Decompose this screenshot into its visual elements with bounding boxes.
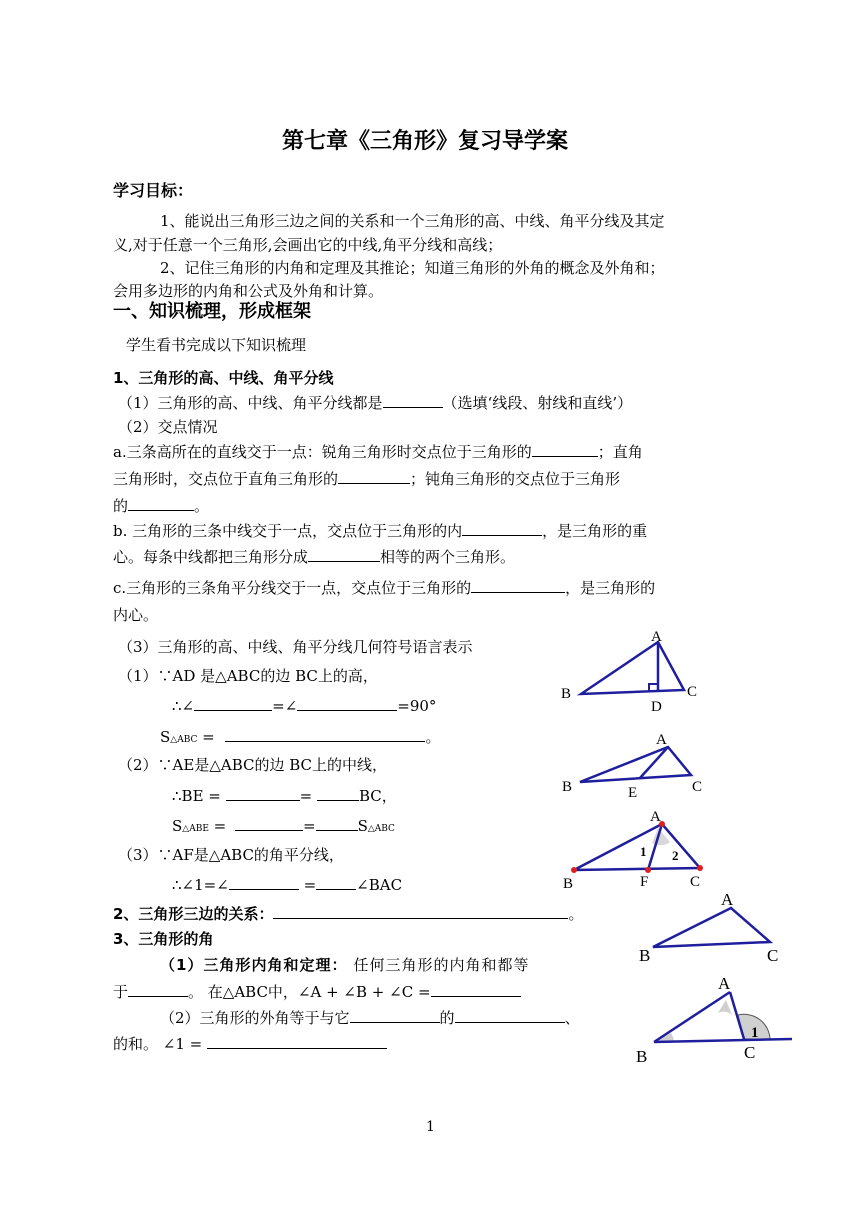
item-b-text2: 心。每条中线都把三角形分成 bbox=[113, 548, 309, 566]
triangle-abc bbox=[581, 642, 684, 694]
label-c: C bbox=[692, 779, 703, 795]
label-angle-1: 1 bbox=[640, 844, 647, 859]
item-a-line2 bbox=[113, 469, 620, 489]
proof-2-eq2: = bbox=[303, 817, 316, 835]
label-c: C bbox=[687, 684, 698, 700]
proof-1-s-sub: △ABC bbox=[170, 735, 198, 745]
label-angle-2: 2 bbox=[672, 848, 679, 863]
blank[interactable] bbox=[226, 786, 300, 801]
item-c-line1 bbox=[113, 578, 655, 598]
item-b-text1: b. 三角形的三条中线交于一点，交点位于三角形的内 bbox=[113, 522, 463, 540]
blank[interactable] bbox=[462, 521, 542, 536]
proof-3: （3）∵AF是△ABC的角平分线， bbox=[118, 846, 344, 864]
point-c-dot bbox=[697, 865, 703, 871]
item-a-text1: a.三条高所在的直线交于一点：锐角三角形时交点位于三角形的 bbox=[113, 443, 532, 461]
blank[interactable] bbox=[297, 696, 397, 711]
proof-1-angles bbox=[172, 696, 436, 716]
proof-2-s-sub: △ABE bbox=[182, 824, 209, 834]
blank[interactable] bbox=[235, 816, 303, 831]
proof-2-s3-sub: △ABC bbox=[367, 824, 395, 834]
subheading-2-line bbox=[113, 904, 583, 924]
proof-2-area bbox=[172, 816, 395, 839]
side-ab bbox=[654, 992, 730, 1042]
label-c: C bbox=[744, 1043, 756, 1062]
page-number: 1 bbox=[426, 1119, 435, 1135]
s3-q2-a: （2）三角形的外角等于与它 bbox=[160, 1009, 350, 1027]
label-angle-1: 1 bbox=[751, 1025, 759, 1041]
subheading-2: 2、三角形三边的关系： bbox=[113, 905, 274, 923]
goals-line4: 会用多边形的内角和公式及外角和计算。 bbox=[113, 282, 384, 300]
triangle-abc bbox=[574, 824, 700, 870]
item-a-text1b: ；直角 bbox=[597, 443, 643, 461]
proof-1-c: =90° bbox=[397, 697, 437, 715]
proof-1-end: 。 bbox=[425, 728, 441, 746]
blank[interactable] bbox=[316, 816, 358, 831]
blank[interactable] bbox=[455, 1008, 565, 1023]
label-a: A bbox=[721, 890, 734, 909]
item-c-text1: c.三角形的三条角平分线交于一点，交点位于三角形的 bbox=[113, 579, 472, 597]
line-bc-extended bbox=[654, 1039, 792, 1042]
label-c: C bbox=[767, 946, 779, 965]
subheading-2-end: 。 bbox=[568, 905, 584, 923]
question-3: （3）三角形的高、中线、角平分线几何符号语言表示 bbox=[118, 638, 473, 656]
item-b-line2 bbox=[113, 547, 515, 567]
question-1-hint: （选填‘线段、射线和直线’） bbox=[442, 394, 633, 412]
figure-median bbox=[558, 725, 718, 803]
point-f-dot bbox=[645, 867, 651, 873]
label-e: E bbox=[628, 785, 638, 801]
proof-2-a: ∴BE = bbox=[172, 787, 226, 805]
subheading-1: 1、三角形的高、中线、角平分线 bbox=[113, 369, 334, 387]
point-b-dot bbox=[571, 867, 577, 873]
s3-q1-title: （1）三角形内角和定理： bbox=[160, 956, 348, 974]
label-b: B bbox=[563, 876, 574, 892]
proof-3-b: = bbox=[298, 876, 317, 894]
label-a: A bbox=[718, 974, 731, 993]
question-1 bbox=[118, 393, 632, 413]
blank[interactable] bbox=[532, 442, 598, 457]
goals-line1: 1、能说出三角形三边之间的关系和一个三角形的高、中线、角平分线及其定 bbox=[160, 212, 665, 230]
s3-q1-c: 于 bbox=[113, 983, 129, 1001]
s3-q2-line1 bbox=[160, 1008, 580, 1028]
label-b: B bbox=[562, 779, 573, 795]
goals-line2: 义,对于任意一个三角形,会画出它的中线,角平分线和高线； bbox=[113, 236, 503, 254]
label-a: A bbox=[656, 732, 667, 748]
s3-q2-c: 、 bbox=[564, 1009, 580, 1027]
label-b: B bbox=[561, 686, 572, 702]
blank[interactable] bbox=[350, 1008, 440, 1023]
proof-2-segments bbox=[172, 786, 397, 806]
item-c-text1b: ，是三角形的 bbox=[565, 579, 656, 597]
proof-1-s: S bbox=[160, 728, 171, 746]
proof-3-c: ∠BAC bbox=[356, 876, 403, 894]
item-c-line2: 内心。 bbox=[113, 606, 159, 624]
item-b-line1 bbox=[113, 521, 647, 541]
label-d: D bbox=[651, 699, 662, 715]
blank[interactable] bbox=[308, 547, 380, 562]
blank[interactable] bbox=[229, 875, 299, 890]
figure-exterior-angle bbox=[634, 970, 804, 1070]
proof-1-area bbox=[160, 727, 441, 750]
proof-3-a: ∴∠1=∠ bbox=[172, 876, 229, 894]
blank[interactable] bbox=[207, 1034, 387, 1049]
page-title: 第七章《三角形》复习导学案 bbox=[282, 129, 569, 154]
item-a-line3 bbox=[113, 496, 209, 516]
proof-2-s3: S bbox=[357, 817, 368, 835]
figure-altitude bbox=[555, 622, 715, 714]
blank[interactable] bbox=[338, 469, 410, 484]
item-b-text1b: ，是三角形的重 bbox=[542, 522, 648, 540]
blank[interactable] bbox=[273, 904, 568, 919]
triangle-abc bbox=[580, 747, 691, 782]
goals-heading: 学习目标： bbox=[113, 181, 194, 200]
question-2: （2）交点情况 bbox=[118, 418, 218, 436]
blank[interactable] bbox=[383, 393, 443, 408]
proof-2-eq: = bbox=[208, 817, 231, 835]
proof-2: （2）∵AE是△ABC的边 BC上的中线， bbox=[118, 756, 388, 774]
item-a-line1 bbox=[113, 442, 643, 462]
subheading-3: 3、三角形的角 bbox=[113, 930, 214, 948]
label-b: B bbox=[639, 946, 651, 965]
label-a: A bbox=[650, 809, 661, 825]
blank[interactable] bbox=[128, 496, 194, 511]
blank[interactable] bbox=[431, 982, 521, 997]
blank[interactable] bbox=[194, 696, 272, 711]
goals-line3: 2、记住三角形的内角和定理及其推论；知道三角形的外角的概念及外角和； bbox=[160, 259, 665, 277]
blank[interactable] bbox=[225, 727, 425, 742]
proof-2-b: = bbox=[299, 787, 317, 805]
item-a-text2b: ；钝角三角形的交点位于三角形 bbox=[410, 470, 621, 488]
s3-q2-b: 的 bbox=[439, 1009, 455, 1027]
angle-a-shade bbox=[718, 1000, 732, 1015]
proof-3-angles bbox=[172, 875, 402, 895]
blank[interactable] bbox=[316, 875, 356, 890]
item-a-text2: 三角形时，交点位于直角三角形的 bbox=[113, 470, 339, 488]
s3-q1-line1 bbox=[160, 955, 529, 975]
item-b-text2b: 相等的两个三角形。 bbox=[380, 548, 516, 566]
label-c: C bbox=[690, 874, 701, 890]
blank[interactable] bbox=[128, 982, 188, 997]
proof-1-eq: = bbox=[197, 728, 220, 746]
s3-q2-d: 的和。 ∠1 = bbox=[113, 1035, 207, 1053]
figure-bisector bbox=[560, 806, 720, 892]
proof-1-a: ∴∠ bbox=[172, 697, 195, 715]
proof-1-b: =∠ bbox=[272, 697, 298, 715]
s3-q1-text: 任何三角形的内角和都等 bbox=[353, 956, 530, 974]
s3-q2-line2 bbox=[113, 1034, 387, 1054]
question-1-text: （1）三角形的高、中线、角平分线都是 bbox=[118, 394, 383, 412]
proof-1: （1）∵AD 是△ABC的边 BC上的高， bbox=[118, 667, 378, 685]
blank[interactable] bbox=[317, 786, 359, 801]
triangle-abc bbox=[653, 908, 770, 947]
s3-q1-line2 bbox=[113, 982, 521, 1002]
s3-q1-d: 。 在△ABC中，∠A + ∠B + ∠C = bbox=[188, 983, 431, 1001]
label-f: F bbox=[640, 874, 649, 890]
proof-2-c: BC， bbox=[358, 787, 397, 805]
proof-2-s: S bbox=[172, 817, 183, 835]
label-a: A bbox=[651, 629, 662, 645]
section1-intro: 学生看书完成以下知识梳理 bbox=[126, 336, 307, 354]
figure-triangle bbox=[635, 882, 795, 970]
item-a-text3: 的 bbox=[113, 497, 129, 515]
blank[interactable] bbox=[471, 578, 565, 593]
item-a-text3b: 。 bbox=[194, 497, 210, 515]
section1-heading: 一、知识梳理，形成框架 bbox=[113, 301, 311, 322]
label-b: B bbox=[636, 1047, 648, 1066]
